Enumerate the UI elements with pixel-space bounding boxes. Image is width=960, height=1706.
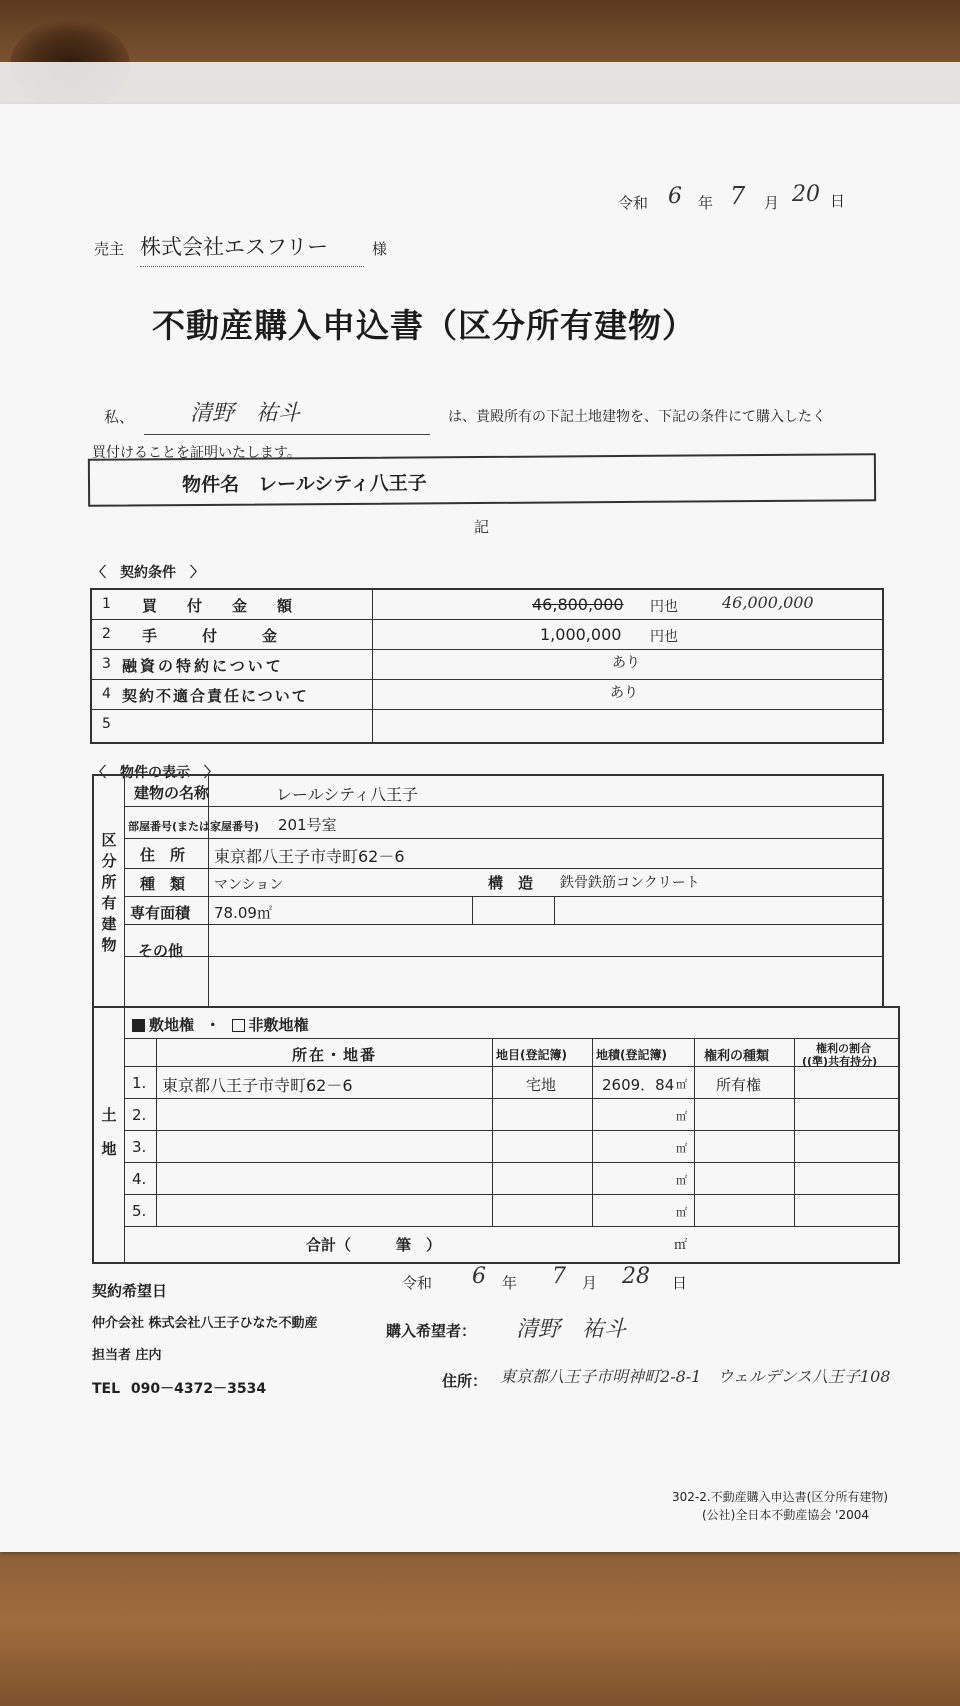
cond-label: 買 付 金 額 <box>142 597 293 615</box>
cond-no: 4 <box>102 686 111 702</box>
building-structure: 鉄骨鉄筋コンクリート <box>560 875 700 891</box>
option-separator: ・ <box>205 1016 221 1034</box>
land-row-no: 1. <box>132 1074 147 1092</box>
cond-no: 2 <box>102 626 111 642</box>
date-month-unit: 月 <box>764 194 780 212</box>
cond-unit: 円也 <box>650 599 678 615</box>
seller-suffix: 様 <box>372 240 388 258</box>
application-form <box>0 104 960 1552</box>
applicant-underline <box>144 434 430 435</box>
contract-era: 令和 <box>402 1274 433 1292</box>
land-header-category: 地目(登記簿) <box>496 1048 567 1062</box>
cond-label: 手 付 金 <box>142 627 278 645</box>
date-day: 20 <box>792 182 820 207</box>
land-header-address: 所在・地番 <box>292 1046 378 1064</box>
room-label: 部屋番号(または家屋番号) <box>128 820 260 833</box>
applicant-name: 清野 祐斗 <box>190 401 301 426</box>
cond-unit: 円也 <box>650 629 678 645</box>
applicant-text-2: 買付けることを証明いたします。 <box>92 445 301 461</box>
land-row-no: 3. <box>132 1138 147 1156</box>
option-shikichiken: 敷地権 <box>149 1016 195 1034</box>
contract-date-label: 契約希望日 <box>92 1282 168 1300</box>
seller-underline <box>140 266 364 267</box>
seller-name: 株式会社エスフリー <box>140 235 329 259</box>
staff-label: 担当者 <box>92 1348 132 1363</box>
agent-label: 仲介会社 <box>92 1316 145 1331</box>
tel-line <box>92 1378 266 1398</box>
land-side-label: 土 地 <box>101 1106 117 1158</box>
cond-label: 契約不適合責任について <box>122 687 309 705</box>
page-title: 不動産購入申込書（区分所有建物） <box>152 306 696 345</box>
land-row-no: 5. <box>132 1202 147 1220</box>
date-year-unit: 年 <box>698 194 714 212</box>
buyer-address: 東京都八王子市明神町2-8-1 ウェルデンス八王子108 <box>500 1367 891 1386</box>
land-header-right: 権利の種類 <box>704 1049 770 1064</box>
land-row-unit: ㎡ <box>676 1206 687 1219</box>
cond-label: 融資の特約について <box>122 657 284 675</box>
building-table <box>92 774 884 1008</box>
contract-day-unit: 日 <box>672 1274 688 1292</box>
cond-value-handwritten: 46,000,000 <box>722 593 814 612</box>
building-address: 東京都八王子市寺町62－6 <box>214 847 405 866</box>
cond-value: あり <box>610 685 638 701</box>
agent-line <box>92 1312 318 1331</box>
room-number: 201号室 <box>278 816 337 834</box>
land-row-area: 2609．84 <box>602 1076 675 1094</box>
contract-month: 7 <box>552 1264 566 1289</box>
agent-name: 株式会社八王子ひなた不動産 <box>148 1316 318 1331</box>
land-row-right: 所有権 <box>716 1076 762 1094</box>
contract-day: 28 <box>622 1264 650 1289</box>
land-row-no: 4. <box>132 1170 147 1188</box>
date-month: 7 <box>730 182 746 210</box>
staff-name: 庄内 <box>135 1348 162 1363</box>
tel-number: 090－4372－3534 <box>130 1381 267 1397</box>
cond-no: 1 <box>102 596 111 612</box>
date-era: 令和 <box>618 194 649 212</box>
staff-line <box>92 1344 162 1363</box>
display-heading: 〈 物件の表示 〉 <box>92 765 218 781</box>
cond-value: あり <box>612 655 640 671</box>
date-day-unit: 日 <box>830 192 846 210</box>
land-row-category: 宅地 <box>526 1076 557 1094</box>
applicant-text: は、貴殿所有の下記土地建物を、下記の条件にて購入したく <box>448 409 826 425</box>
contract-year-unit: 年 <box>502 1274 518 1292</box>
land-table <box>92 1006 900 1264</box>
building-side-label: 区 分 所 有 建 物 <box>101 831 117 954</box>
land-total-unit: ㎡ <box>674 1238 688 1253</box>
land-row-unit: ㎡ <box>676 1174 687 1187</box>
cond-no: 5 <box>102 716 111 732</box>
applicant-label: 私、 <box>104 408 135 426</box>
land-total-label: 合計（ 筆 ） <box>306 1236 442 1254</box>
option-hishikichiken: 非敷地権 <box>248 1016 309 1034</box>
buyer-name: 清野 祐斗 <box>516 1317 627 1342</box>
wood-table-bottom <box>0 1540 960 1706</box>
structure-label: 構 造 <box>488 874 534 892</box>
checkbox-checked-icon <box>132 1019 145 1032</box>
tel-label: TEL <box>92 1381 121 1397</box>
type-label: 種 類 <box>140 875 186 893</box>
land-row-unit: ㎡ <box>676 1110 687 1123</box>
land-header-share-sub: ((準)共有持分) <box>802 1055 878 1068</box>
conditions-table <box>90 588 884 744</box>
checkbox-empty-icon <box>232 1019 245 1032</box>
buyer-label: 購入希望者： <box>386 1322 477 1340</box>
land-row-no: 2. <box>132 1106 147 1124</box>
building-type: マンション <box>214 877 284 893</box>
form-code: 302-2.不動産購入申込書(区分所有建物) <box>672 1490 889 1504</box>
area-label: 専有面積 <box>130 904 191 922</box>
seller-label: 売主 <box>94 240 125 258</box>
ki-mark: 記 <box>474 518 490 536</box>
property-name-box <box>88 453 876 507</box>
land-row-unit: ㎡ <box>676 1142 687 1155</box>
publisher: (公社)全日本不動産協会 '2004 <box>702 1508 870 1522</box>
date-year: 6 <box>668 184 682 209</box>
cond-no: 3 <box>102 656 111 672</box>
other-label: その他 <box>138 942 184 960</box>
building-name: レールシティ八王子 <box>276 785 419 804</box>
land-header-area: 地積(登記簿) <box>596 1048 667 1062</box>
building-name-label: 建物の名称 <box>134 784 210 802</box>
contract-month-unit: 月 <box>582 1274 598 1292</box>
contract-year: 6 <box>472 1264 486 1289</box>
buyer-address-label: 住所： <box>442 1372 488 1390</box>
address-label: 住 所 <box>140 846 186 864</box>
conditions-heading: 〈 契約条件 〉 <box>92 565 204 581</box>
land-row-unit: ㎡ <box>676 1078 687 1091</box>
building-area: 78.09㎡ <box>214 904 272 922</box>
property-name: 物件名 レールシティ八王子 <box>181 472 427 497</box>
land-row-address: 東京都八王子市寺町62－6 <box>162 1076 353 1095</box>
land-header-share: 権利の割合 <box>816 1042 871 1055</box>
land-right-options <box>132 1014 309 1035</box>
cond-value: 1,000,000 <box>540 625 622 644</box>
cond-value-struck: 46,800,000 <box>532 595 624 614</box>
